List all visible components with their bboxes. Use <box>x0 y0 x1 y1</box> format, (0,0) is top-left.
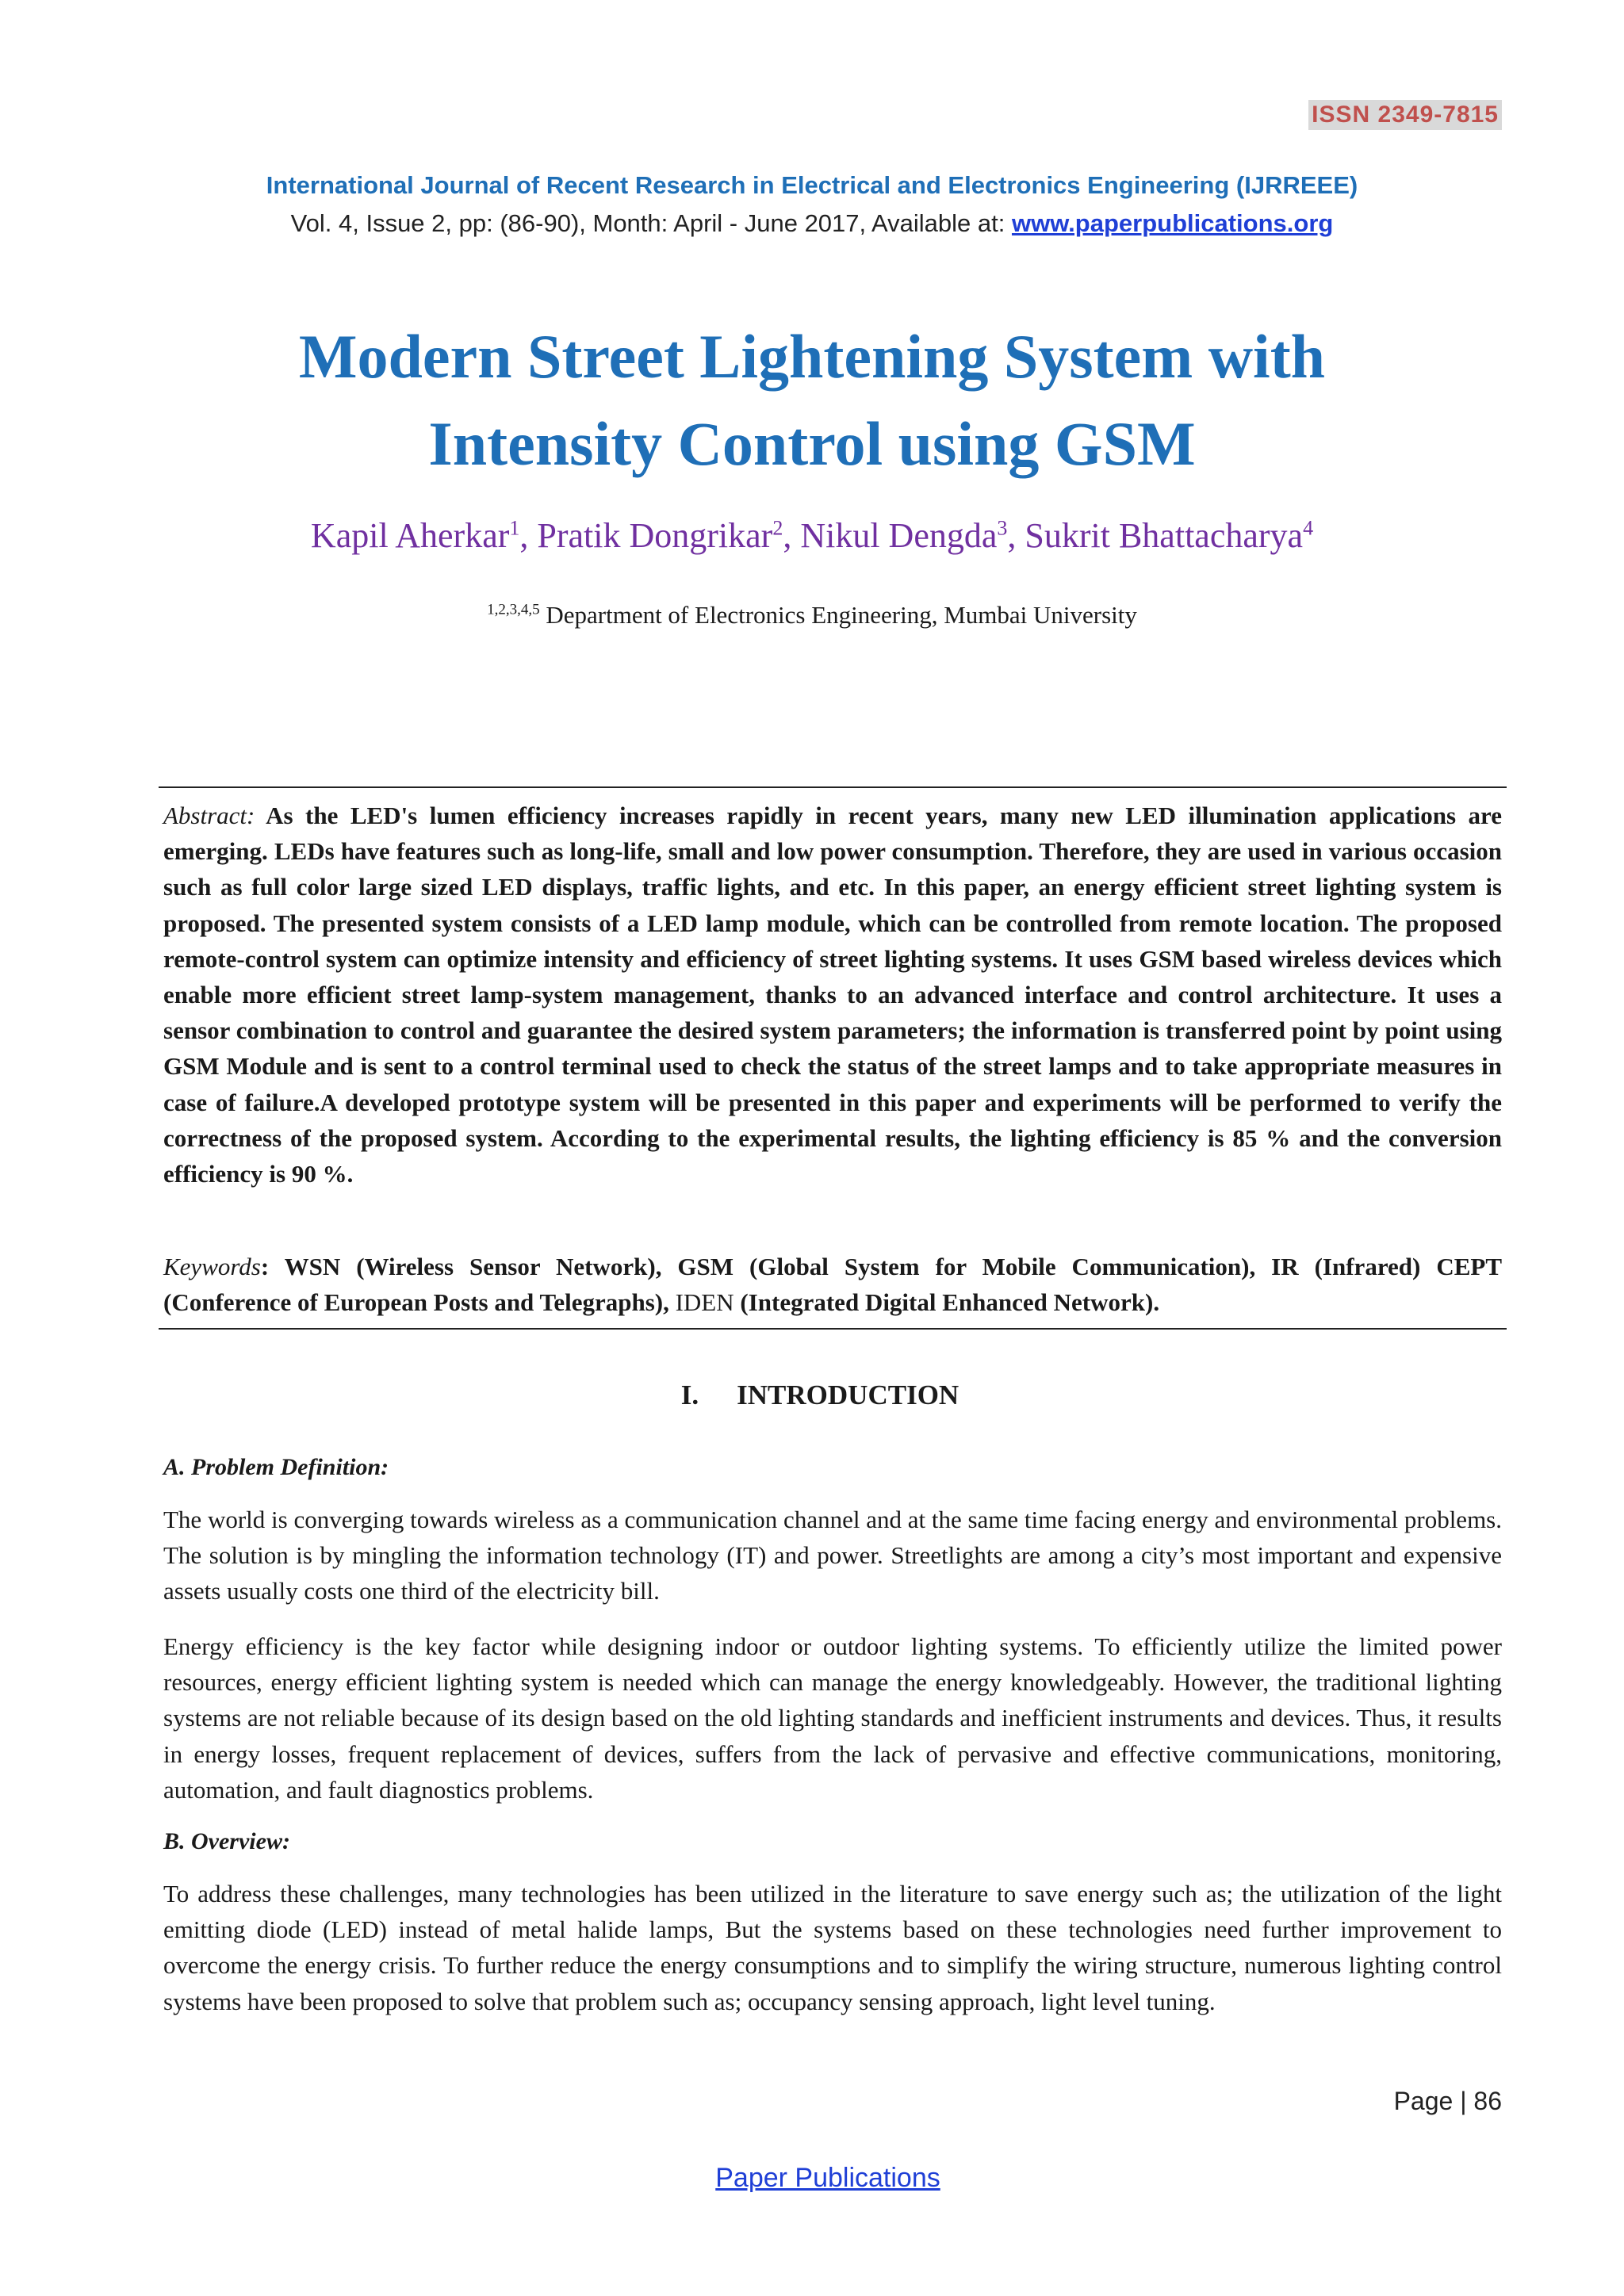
keywords <box>163 1249 1502 1320</box>
keywords-label: Keywords <box>163 1253 261 1280</box>
affiliation-sup: 1,2,3,4,5 <box>487 601 540 618</box>
page-number: Page | 86 <box>1393 2087 1502 2115</box>
journal-url-link[interactable]: www.paperpublications.org <box>1011 209 1334 237</box>
title-line-2: Intensity Control using GSM <box>428 409 1196 478</box>
abstract <box>163 798 1502 1192</box>
abstract-text: As the LED's lumen efficiency increases rapidly in recent years, many new LED illumination applications are emerging. LEDs have features such as long-life, small and low power consumption. Therefore, they are used in various occasion such as full color large sized LED displays, traffic lights, and etc. In this paper, an energy efficient street lighting system is proposed. The presented system consists of a LED lamp module, which can be controlled from remote location. The proposed remote-control system can optimize intensity and efficiency of street lighting systems. It uses GSM based wireless devices which enable more efficient street lamp-system management, thanks to an advanced interface and control architecture. It uses a sensor combination to control and guarantee the desired system parameters; the information is transferred point by point using GSM Module and is sent to a control terminal used to check the status of the street lamps and to take appropriate measures in case of failure.A developed prototype system will be presented in this paper and experiments will be performed to verify the correctness of the proposed system. According to the experimental results, the lighting efficiency is 85 % and the conversion efficiency is 90 %. <box>163 802 1502 1188</box>
keywords-text-2: (Integrated Digital Enhanced Network). <box>733 1288 1160 1317</box>
author-sup: 2 <box>772 516 783 540</box>
paper-title <box>127 313 1497 488</box>
divider-top <box>159 786 1507 788</box>
author-name: Pratik Dongrikar <box>537 516 773 555</box>
section-number: I. <box>680 1380 699 1410</box>
subsection-heading-a: A. Problem Definition: <box>163 1454 389 1480</box>
footer <box>0 2163 1624 2194</box>
author-sup: 1 <box>509 516 520 540</box>
paragraph-2: Energy efficiency is the key factor while designing indoor or outdoor lighting systems. To efficiently utilize the limited power resources, energy efficient lighting system is needed which can manage the energy knowledgeably. However, the traditional lighting systems are not reliable because of its design based on the old lighting standards and inefficient instruments and devices. Thus, it results in energy losses, frequent replacement of devices, suffers from the lack of pervasive and effective communications, monitoring, automation, and fault diagnostics problems. <box>163 1632 1502 1804</box>
paragraph-1: The world is converging towards wireless as a communication channel and at the same time facing energy and environmental problems. The solution is by mingling the information technology (IT) and power. Streetlights are among a city’s most important and expensive assets usually costs one third of the electricity bill. <box>163 1506 1502 1605</box>
keywords-text-1: : WSN (Wireless Sensor Network), GSM (Global System for Mobile Communication), IR (Infrared) CEPT (Conference of European Posts and Telegraphs), <box>163 1253 1502 1317</box>
title-line-1: Modern Street Lightening System with <box>298 322 1326 391</box>
section-title: INTRODUCTION <box>737 1380 959 1410</box>
author-list: Kapil Aherkar$^1$, Pratik Dongrikar$^2$, Nikul Dengda$^3$, Sukrit Bhattacharya$^4$ <box>310 516 1314 555</box>
issn-badge: ISSN 2349-7815 <box>1308 100 1502 130</box>
abstract-label: Abstract: <box>163 802 255 829</box>
affiliation-text: Department of Electronics Engineering, Mumbai University <box>539 601 1137 629</box>
subsection-heading-b: B. Overview: <box>163 1828 290 1854</box>
author-name: Nikul Dengda <box>800 516 998 555</box>
author-sup: 4 <box>1303 516 1314 540</box>
volume-text: Vol. 4, Issue 2, pp: (86-90), Month: April - June 2017, Available at: <box>290 209 1012 237</box>
author-name: Kapil Aherkar <box>310 516 510 555</box>
keywords-iden: IDEN <box>675 1288 734 1317</box>
paragraph-3: To address these challenges, many technologies has been utilized in the literature to save energy such as; the utilization of the light emitting diode (LED) instead of metal halide lamps, But the systems based on these technologies need further improvement to overcome the energy crisis. To further reduce the energy consumptions and to simplify the wiring structure, numerous lighting control systems have been proposed to solve that problem such as; occupancy sensing approach, light level tuning. <box>163 1880 1502 2015</box>
volume-line <box>0 209 1624 238</box>
author-name: Sukrit Bhattacharya <box>1025 516 1304 555</box>
divider-bottom <box>159 1328 1507 1330</box>
section-heading <box>0 1380 1624 1411</box>
publisher-link[interactable]: Paper Publications <box>715 2163 940 2193</box>
affiliation <box>0 601 1624 629</box>
journal-name: International Journal of Recent Research in Electrical and Electronics Engineering (IJRREEE) <box>266 171 1358 199</box>
author-sup: 3 <box>997 516 1008 540</box>
